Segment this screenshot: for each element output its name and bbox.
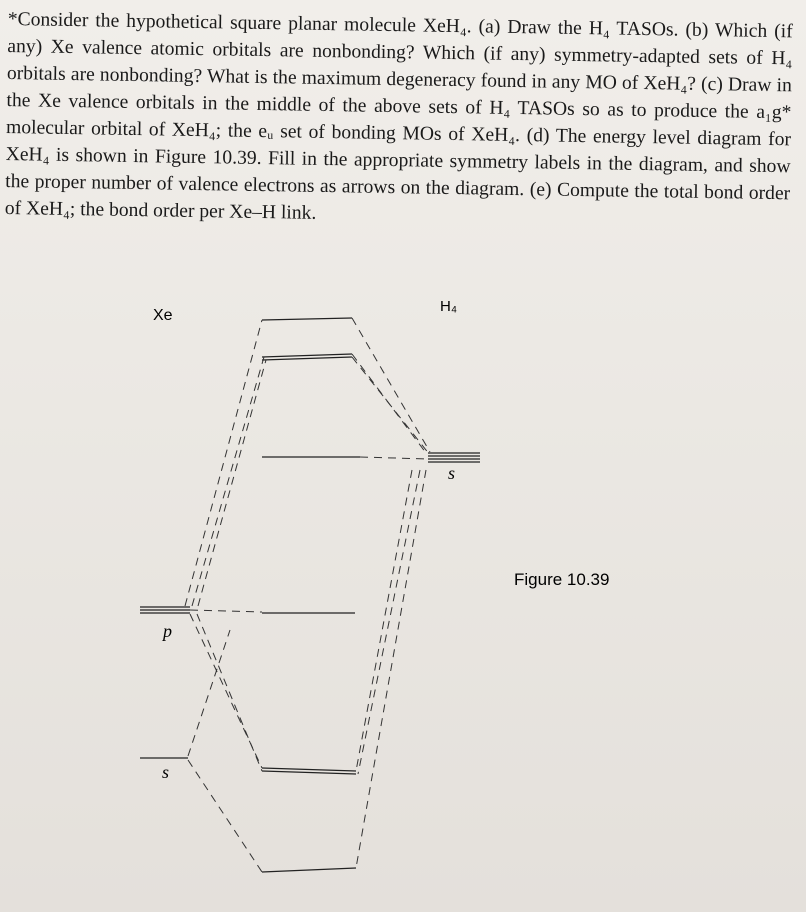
problem-text: *Consider the hypothetical square planar molecule XeH₄. (a) Draw the H₄ TASOs. (b) Which (if any) Xe valence atomic orbitals are nonbonding? Which (if any) symmetry-adapted sets of H₄ orbitals are nonbonding? What is the maximum degeneracy found in any MO of XeH₄? (c) Draw in the Xe valence orbitals in the middle of the above sets of H₄ TASOs so as to produce the a₁g* molecular orbital of XeH₄; the eᵤ set of bonding MOs of XeH₄. (d) The energy level diagram for XeH₄ is shown in Figure 10.39. Fill in the appropriate symmetry labels in the diagram, and show the proper number of valence electrons as arrows on the diagram. (e) Compute the total bond order of XeH₄; the bond order per Xe–H link. <box>4 8 793 224</box>
h4-s-label: s <box>448 463 456 483</box>
h4-label: H₄ <box>440 298 457 315</box>
correlation-lines <box>185 318 430 872</box>
xe-p-label: p <box>163 621 172 641</box>
xe-label: Xe <box>153 307 173 324</box>
xe-p-levels <box>140 607 190 613</box>
xe-s-label: s <box>162 762 170 782</box>
figure-caption: Figure 10.39 <box>514 570 610 589</box>
mo-levels <box>262 318 360 872</box>
h4-s-levels <box>428 453 480 462</box>
